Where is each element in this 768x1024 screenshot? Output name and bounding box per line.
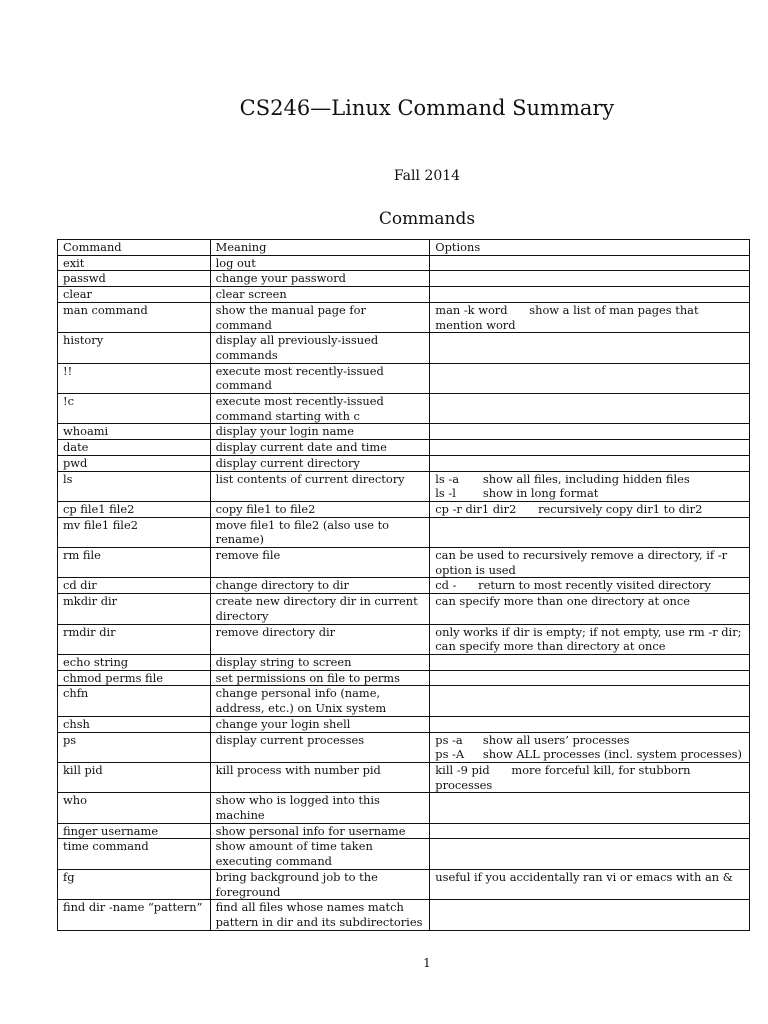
table-row	[58, 333, 750, 363]
meaning-cell: display current date and time	[210, 440, 430, 456]
table-row	[58, 455, 750, 471]
meaning-cell: change your login shell	[210, 716, 430, 732]
options-cell: can be used to recursively remove a directory, if -r option is used	[430, 548, 750, 578]
command-cell: chfn	[58, 686, 211, 716]
command-cell: !c	[58, 394, 211, 424]
meaning-cell: find all files whose names match pattern in dir and its subdirectories	[210, 900, 430, 930]
options-cell	[430, 732, 750, 762]
meaning-cell: list contents of current directory	[210, 471, 430, 501]
column-header-command: Command	[58, 240, 211, 256]
meaning-cell: change your password	[210, 271, 430, 287]
page-number: 1	[423, 956, 431, 970]
options-cell	[430, 793, 750, 823]
meaning-cell: execute most recently-issued command	[210, 363, 430, 393]
option-description: show all files, including hidden files	[482, 471, 690, 486]
table-row	[58, 287, 750, 303]
command-cell: ls	[58, 471, 211, 501]
options-cell: only works if dir is empty; if not empty, use rm -r dir; can specify more than directory at once	[430, 624, 750, 654]
command-cell: date	[58, 440, 211, 456]
table-row	[58, 732, 750, 762]
table-row	[58, 501, 750, 517]
option-description: show in long format	[482, 486, 599, 501]
meaning-cell: display string to screen	[210, 654, 430, 670]
command-cell: find dir -name “pattern”	[58, 900, 211, 930]
table-row	[58, 686, 750, 716]
options-cell	[430, 271, 750, 287]
options-cell	[430, 471, 750, 501]
command-cell: who	[58, 793, 211, 823]
command-cell: echo string	[58, 654, 211, 670]
option-line	[435, 733, 744, 748]
option-flag: ls -a	[435, 471, 460, 486]
table-row	[58, 716, 750, 732]
command-cell: exit	[58, 255, 211, 271]
options-cell	[430, 517, 750, 547]
meaning-cell: show personal info for username	[210, 823, 430, 839]
page-title: CS246—Linux Command Summary	[239, 96, 615, 120]
options-cell: man -k word show a list of man pages that mention word	[430, 302, 750, 332]
command-cell: kill pid	[58, 762, 211, 792]
options-cell	[430, 839, 750, 869]
document-date: Fall 2014	[393, 168, 461, 184]
options-cell	[430, 333, 750, 363]
meaning-cell: display current processes	[210, 732, 430, 762]
table-body	[58, 255, 750, 930]
table-row	[58, 471, 750, 501]
command-cell: ps	[58, 732, 211, 762]
table-row	[58, 255, 750, 271]
meaning-cell: execute most recently-issued command starting with c	[210, 394, 430, 424]
table-row	[58, 869, 750, 899]
options-cell	[430, 716, 750, 732]
options-cell	[430, 686, 750, 716]
options-cell	[430, 287, 750, 303]
command-cell: !!	[58, 363, 211, 393]
options-cell	[430, 424, 750, 440]
options-cell	[430, 363, 750, 393]
table-row	[58, 654, 750, 670]
command-table	[57, 239, 750, 931]
command-cell: history	[58, 333, 211, 363]
command-cell: fg	[58, 869, 211, 899]
meaning-cell: change directory to dir	[210, 578, 430, 594]
meaning-cell: create new directory dir in current directory	[210, 594, 430, 624]
option-flag: ps -a	[435, 732, 463, 747]
meaning-cell: copy file1 to file2	[210, 501, 430, 517]
table-header	[58, 240, 750, 256]
option-line	[435, 747, 744, 762]
option-flag: ps -A	[435, 747, 465, 762]
table-row	[58, 271, 750, 287]
command-cell: mkdir dir	[58, 594, 211, 624]
table-row	[58, 900, 750, 930]
table-row	[58, 762, 750, 792]
options-cell: cp -r dir1 dir2 recursively copy dir1 to dir2	[430, 501, 750, 517]
table-row	[58, 394, 750, 424]
meaning-cell: clear screen	[210, 287, 430, 303]
table-row	[58, 424, 750, 440]
meaning-cell: move file1 to file2 (also use to rename)	[210, 517, 430, 547]
table-row	[58, 793, 750, 823]
command-cell: cd dir	[58, 578, 211, 594]
command-cell: time command	[58, 839, 211, 869]
meaning-cell: bring background job to the foreground	[210, 869, 430, 899]
command-cell: pwd	[58, 455, 211, 471]
options-cell	[430, 654, 750, 670]
command-cell: chmod perms file	[58, 670, 211, 686]
options-cell: can specify more than one directory at once	[430, 594, 750, 624]
command-cell: chsh	[58, 716, 211, 732]
options-cell	[430, 900, 750, 930]
column-header-options: Options	[430, 240, 750, 256]
options-cell: cd - return to most recently visited directory	[430, 578, 750, 594]
options-cell	[430, 440, 750, 456]
table-row	[58, 594, 750, 624]
command-cell: clear	[58, 287, 211, 303]
table-row	[58, 670, 750, 686]
command-cell: whoami	[58, 424, 211, 440]
command-cell: rm file	[58, 548, 211, 578]
options-cell: useful if you accidentally ran vi or emacs with an &	[430, 869, 750, 899]
options-cell	[430, 823, 750, 839]
options-cell	[430, 394, 750, 424]
table-row	[58, 517, 750, 547]
meaning-cell: log out	[210, 255, 430, 271]
table-row	[58, 440, 750, 456]
column-header-meaning: Meaning	[210, 240, 430, 256]
table-row	[58, 823, 750, 839]
command-cell: man command	[58, 302, 211, 332]
meaning-cell: remove directory dir	[210, 624, 430, 654]
table-row	[58, 578, 750, 594]
table-header-row	[58, 240, 750, 256]
table-row	[58, 548, 750, 578]
meaning-cell: display current directory	[210, 455, 430, 471]
command-cell: mv file1 file2	[58, 517, 211, 547]
table-row	[58, 302, 750, 332]
options-cell	[430, 255, 750, 271]
meaning-cell: show who is logged into this machine	[210, 793, 430, 823]
command-cell: cp file1 file2	[58, 501, 211, 517]
meaning-cell: show the manual page for command	[210, 302, 430, 332]
meaning-cell: display your login name	[210, 424, 430, 440]
meaning-cell: remove file	[210, 548, 430, 578]
section-heading: Commands	[378, 209, 476, 229]
option-description: show ALL processes (incl. system processes)	[482, 747, 742, 762]
option-flag: ls -l	[435, 486, 456, 501]
meaning-cell: display all previously-issued commands	[210, 333, 430, 363]
table-row	[58, 839, 750, 869]
meaning-cell: show amount of time taken executing command	[210, 839, 430, 869]
options-cell	[430, 670, 750, 686]
command-cell: finger username	[58, 823, 211, 839]
command-cell: rmdir dir	[58, 624, 211, 654]
option-description: show all users’ processes	[482, 732, 630, 747]
table-row	[58, 363, 750, 393]
meaning-cell: change personal info (name, address, etc.) on Unix system	[210, 686, 430, 716]
option-line	[435, 486, 744, 501]
meaning-cell: kill process with number pid	[210, 762, 430, 792]
table-row	[58, 624, 750, 654]
options-cell: kill -9 pid more forceful kill, for stubborn processes	[430, 762, 750, 792]
meaning-cell: set permissions on file to perms	[210, 670, 430, 686]
option-line	[435, 472, 744, 487]
command-cell: passwd	[58, 271, 211, 287]
options-cell	[430, 455, 750, 471]
